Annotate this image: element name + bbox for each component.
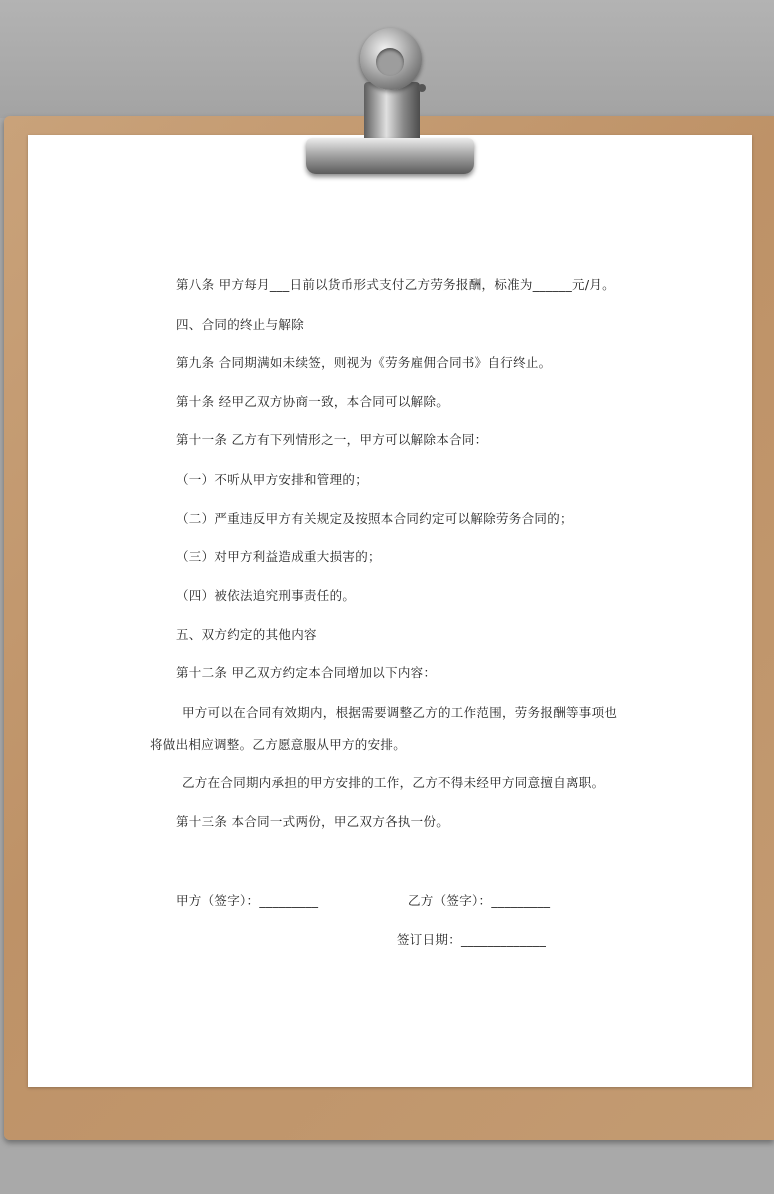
clause-12-paragraph-1b: 将做出相应调整。乙方愿意服从甲方的安排。	[150, 737, 407, 752]
section-4-heading: 四、合同的终止与解除	[176, 317, 305, 332]
signing-date: 签订日期：_____________	[397, 932, 547, 947]
clause-11-item-1: （一）不听从甲方安排和管理的；	[176, 472, 369, 487]
clause-11-item-3: （三）对甲方利益造成重大损害的；	[176, 549, 381, 564]
clause-11-item-2: （二）严重违反甲方有关规定及按照本合同约定可以解除劳务合同的；	[176, 511, 573, 526]
clause-8: 第八条 甲方每月___日前以货币形式支付乙方劳务报酬，标准为______元/月。	[176, 277, 615, 292]
clause-13: 第十三条 本合同一式两份，甲乙双方各执一份。	[176, 814, 450, 829]
clause-9: 第九条 合同期满如未续签，则视为《劳务雇佣合同书》自行终止。	[176, 355, 552, 370]
clause-10: 第十条 经甲乙双方协商一致，本合同可以解除。	[176, 394, 450, 409]
section-5-heading: 五、双方约定的其他内容	[176, 627, 317, 642]
clause-12: 第十二条 甲乙双方约定本合同增加以下内容：	[176, 665, 437, 680]
clause-12-paragraph-2: 乙方在合同期内承担的甲方安排的工作，乙方不得未经甲方同意擅自离职。	[182, 775, 605, 790]
clause-12-paragraph-1a: 甲方可以在合同有效期内，根据需要调整乙方的工作范围，劳务报酬等事项也	[182, 705, 618, 720]
clause-11-item-4: （四）被依法追究刑事责任的。	[176, 588, 356, 603]
party-b-signature: 乙方（签字）：_________	[408, 893, 551, 908]
clause-11: 第十一条 乙方有下列情形之一，甲方可以解除本合同：	[176, 432, 488, 447]
party-a-signature: 甲方（签字）：_________	[176, 893, 319, 908]
